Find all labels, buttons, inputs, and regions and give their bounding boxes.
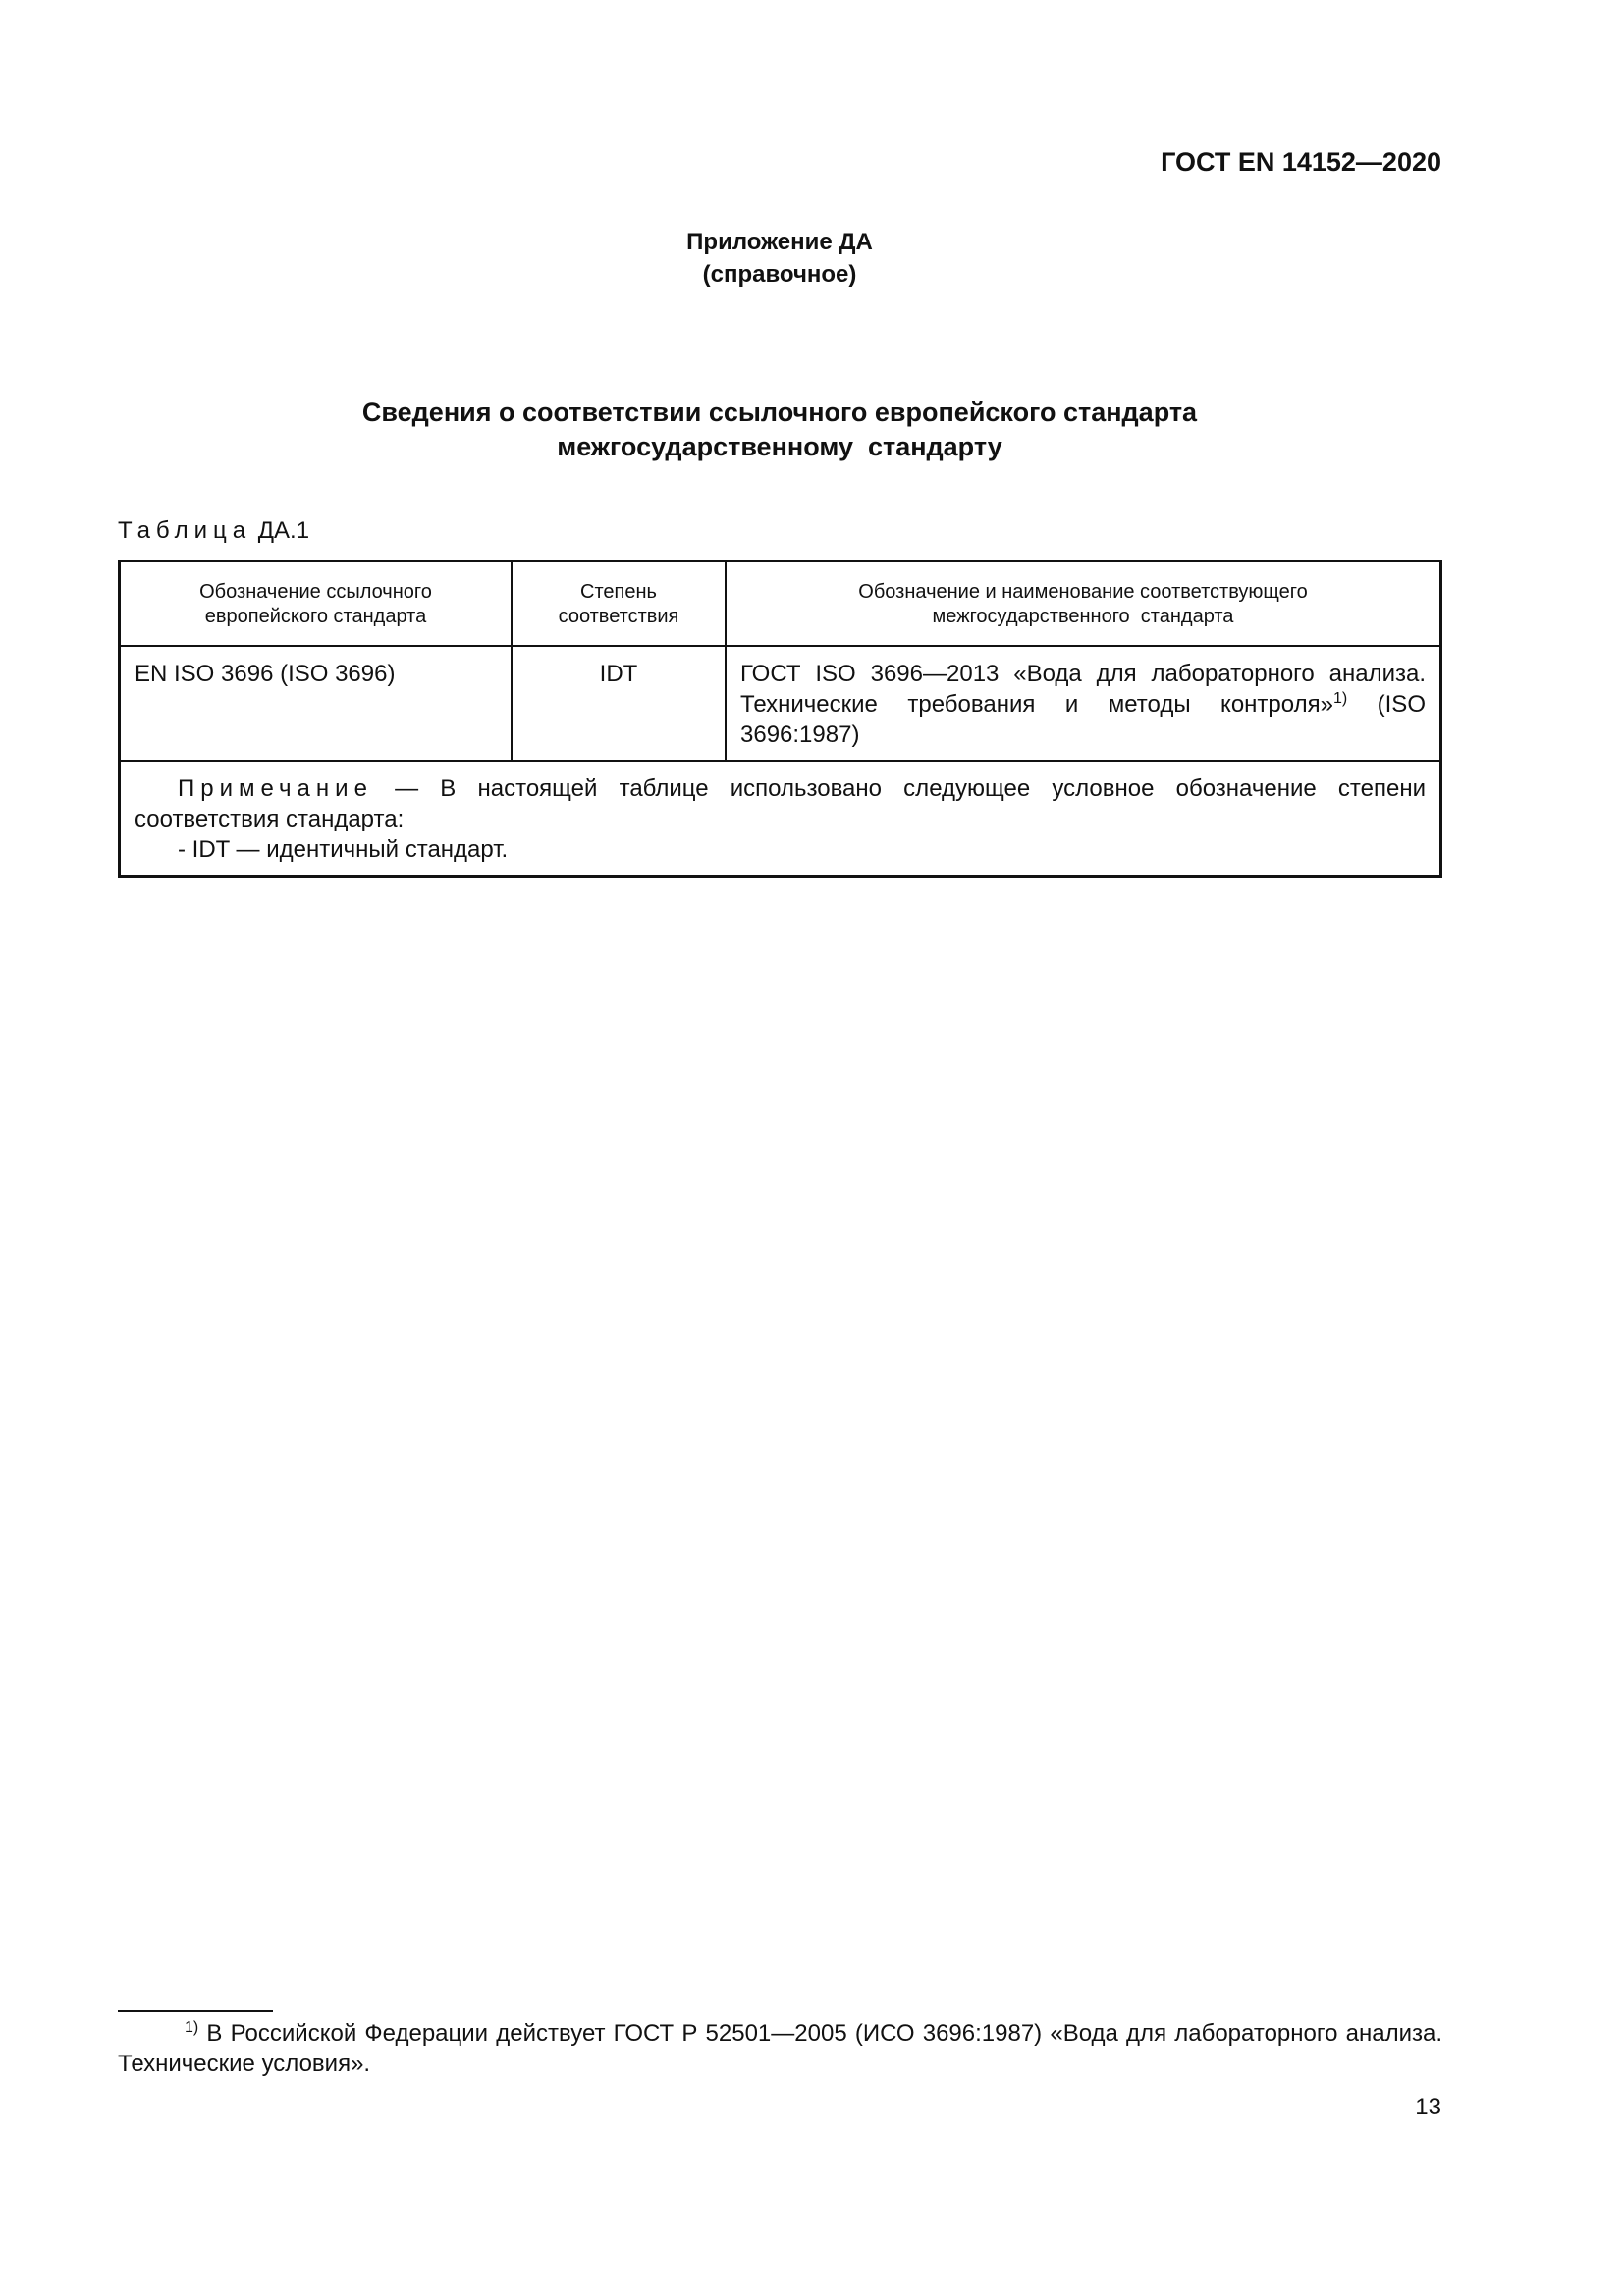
note-label: Примечание bbox=[178, 775, 373, 802]
footnote-divider bbox=[118, 2010, 273, 2012]
section-title-line-1: Сведения о соответствии ссылочного европейского стандарта bbox=[361, 398, 1198, 427]
note-item: - IDT — идентичный стандарт. bbox=[178, 836, 509, 863]
header-line: европейского стандарта bbox=[204, 606, 427, 627]
section-title-line-2: межгосударственному стандарту bbox=[557, 432, 1002, 461]
table-label-number: ДА.1 bbox=[257, 517, 310, 544]
header-degree bbox=[512, 561, 726, 647]
document-code: ГОСТ EN 14152—2020 bbox=[1161, 147, 1441, 177]
footnote-mark: 1) bbox=[185, 2019, 199, 2036]
cell-degree: IDT bbox=[512, 646, 726, 761]
note-body: — В настоящей таблице использовано следующее условное обозначение степени соответствия стандарта: bbox=[135, 775, 1426, 832]
header-line: соответствия bbox=[558, 606, 679, 627]
cell-gost bbox=[726, 646, 1441, 761]
appendix-subtitle: (справочное) bbox=[702, 261, 857, 288]
correspondence-table bbox=[118, 560, 1442, 878]
footnote-text: В Российской Федерации действует ГОСТ Р 52501—2005 (ИСО 3696:1987) «Вода для лабораторного анализа. Технические условия». bbox=[118, 2020, 1442, 2077]
header-reference-standard bbox=[120, 561, 513, 647]
note-text bbox=[135, 774, 1426, 834]
cell-reference: EN ISO 3696 (ISO 3696) bbox=[120, 646, 513, 761]
appendix-title: Приложение ДА bbox=[686, 229, 873, 255]
gost-title: ГОСТ ISO 3696—2013 «Вода для лабораторного анализа. Технические требования и методы контроля» bbox=[740, 661, 1426, 718]
table-label-word: Таблица bbox=[118, 517, 252, 544]
footnote-reference: 1) bbox=[1332, 690, 1348, 707]
header-line: межгосударственного стандарта bbox=[932, 606, 1234, 627]
header-interstate-standard bbox=[726, 561, 1441, 647]
appendix-heading bbox=[0, 226, 1559, 291]
table-note-row bbox=[120, 761, 1441, 877]
table-row bbox=[120, 646, 1441, 761]
table-label bbox=[118, 517, 309, 545]
table-header-row bbox=[120, 561, 1441, 647]
gost-iso-ref: (ISO 3696:1987) bbox=[740, 691, 1426, 748]
page-number: 13 bbox=[1415, 2094, 1441, 2120]
header-line: Обозначение и наименование соответствующего bbox=[858, 581, 1308, 603]
header-line: Обозначение ссылочного bbox=[199, 581, 432, 603]
footnote-indent bbox=[118, 2020, 185, 2047]
header-line: Степень bbox=[580, 581, 657, 603]
footnote bbox=[118, 2018, 1442, 2079]
table-note bbox=[120, 761, 1441, 877]
section-title bbox=[0, 396, 1559, 464]
